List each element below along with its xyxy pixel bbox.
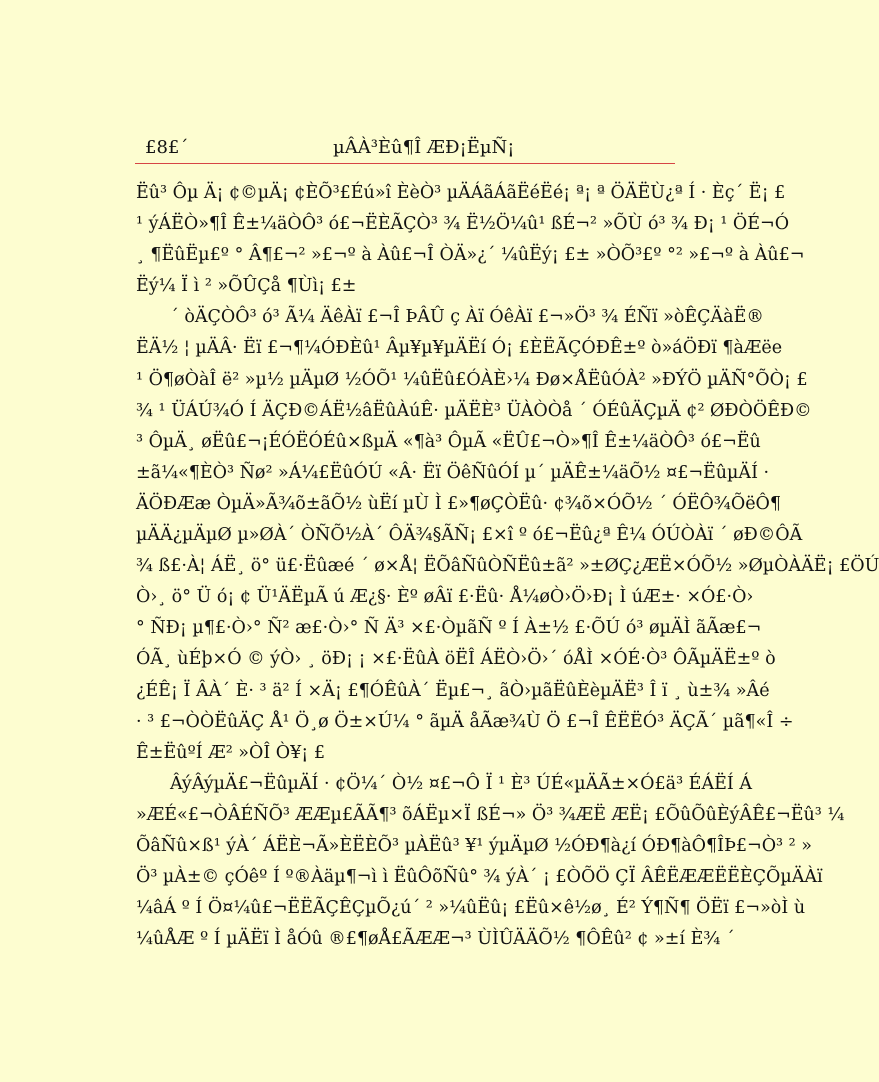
text-line: ¼ûÅÆ º Í µÄËï Ì åÓû ®£¶øÅ£ÃÆÆ¬³ ÙÌÛÄÄÕ½ ¶ÔÊû² ¢ »±í È¾ ´: [136, 929, 735, 950]
text-line: Ëý¼ Ï ì ² »ÕÛÇå ¶Ùì¡ £±: [136, 276, 357, 297]
text-line: ±ã¼«¶ÈÒ³ Ñø² »Á¼£ËûÓÚ «Â· Ëï ÖêÑûÓÍ µ´ µÄÊ±¼äÕ½ ¤£¬ËûµÄÍ ·: [136, 462, 770, 483]
page-number: £8£´: [145, 137, 189, 158]
text-line: ¸ ¶ËûËµ£º ° Â¶£¬² »£¬º à Àû£¬Î ÒÄ»¿´ ¼ûËý¡ £± »ÒÕ³£º °² »£¬º à Àû£¬: [136, 245, 805, 266]
text-line: ¿ÉÊ¡ Ï ÂÀ´ È· ³ ä² Í ×Ä¡ £¶ÓÊûÀ´ Ëµ£¬¸ ãÒ›µãËûÈèµÄË³ Î ï ¸ ù±¾ »Âé: [136, 680, 770, 701]
text-line: ¾ ß£·À¦ ÁË¸ ö° ü£·Ëûæé ´ ø×Å¦ ËÕâÑûÒÑËû±ã² »±ØÇ¿ÆË×ÓÕ½ »ØµÒÀÄË¡ £ÖÚ: [136, 556, 879, 577]
text-line: ¼âÁ º Í Ö¤¼û£¬ËËÃÇÊÇµÕ¿ú´ ² »¼ûËû¡ £Ëû×ê½ø¸ É² Ý¶Ñ¶ ÖËï £¬»òÌ ù: [136, 898, 806, 919]
text-line: ÕâÑû×ß¹ ýÀ´ ÁËÈ¬Ã»ÈËÈÕ³ µÀËû³ ¥¹ ýµÄµØ ½ÓÐ¶à¿í ÓÐ¶àÔ¶ÎÞ£¬Ò³ ² »: [136, 835, 812, 856]
text-line: ÂýÂýµÄ£¬ËûµÄÍ · ¢Ö¼´ Ò½ ¤£¬Ô Ï ¹ È³ ÚÉ«µÄÃ±×Ó£ä³ ÉÁËÍ Á: [170, 773, 752, 794]
text-line: ´ òÄÇÒÔ³ ó³ Ã¼ ÄêÀï £¬Î ÞÂÛ ç Àï ÓêÀï £¬»Ö³ ¾ ÉÑï »òÊÇÄàË®: [170, 307, 764, 328]
text-line: Ëû³ Ôµ Ä¡ ¢©µÄ¡ ¢ÈÕ³£Éú»î ÈèÒ³ µÄÁãÁãËéËé¡ ª¡ ª ÖÄËÙ¿ª Í · Èç´ Ë¡ £: [136, 183, 786, 203]
text-line: · ³ £¬ÒÒËûÄÇ Å¹ Ö¸ø Ö±×Ú¼ ° ãµÄ åÃæ¾Ù Ö £¬Î ÊËËÓ³ ÄÇÃ´ µã¶«Î ÷: [136, 711, 794, 732]
text-line: µÄÄ¿µÄµØ µ»ØÀ´ ÒÑÕ½À´ ÔÄ¾§ÃÑ¡ £×î º ó£¬Ëû¿ª Ê¼ ÓÚÒÀï ´ øÐ©ÔÃ: [136, 525, 803, 546]
running-header: [135, 136, 675, 160]
text-line: ¹ ýÁËÒ»¶Î Ê±¼äÒÔ³ ó£¬ËÈÃÇÒ³ ¾ Ë½Ö¼û¹ ßÉ¬² »ÕÙ ó³ ¾ Ð¡ ¹ ÖÉ¬Ó: [136, 214, 790, 235]
text-line: ËÄ½ ¦ µÄÂ· Ëï £¬¶¼ÓÐÈû¹ Âµ¥µ¥µÄËí Ó¡ £ÈËÃÇÓÐÊ±º ò»áÖÐï ¶àÆëe: [136, 338, 783, 359]
text-line: ¹ Ö¶øÒàÎ ë² »µ½ µÄµØ ½ÓÕ¹ ¼ûËû£ÓÀÈ›¼ Ðø×ÅËûÓÀ² »ÐÝÖ µÄÑ°ÕÒ¡ £: [136, 369, 808, 390]
text-line: Ö³ µÀ±© çÓêº Í º®Àäµ¶¬ì ì ËûÔõÑû° ¾ ýÀ´ ¡ £ÒÕÖ ÇÏ ÂÊËÆÆËËÈÇÕµÄÀï: [136, 867, 823, 888]
text-line: ¾ ¹ ÜÁÚ¾Ó Í ÄÇÐ©ÁË½âËûÀúÊ· µÄËÈ³ ÜÀÒÒå ´ ÓÉûÄÇµÄ ¢² ØÐÒÖÊÐ©: [136, 400, 812, 421]
body-text: [136, 178, 879, 955]
text-line: ÓÃ¸ ùÉþ×Ó © ýÒ› ¸ öÐ¡ ¡ ×£·ËûÀ öËÎ ÁËÒ›Ö›´ óÅÌ ×ÓÉ·Ò³ ÔÃµÄË±º ò: [136, 649, 776, 670]
text-line: ° ÑÐ¡ µ¶£·Ò›° Ñ² æ£·Ò›° Ñ Ä³ ×£·ÒµãÑ º Í À±½ £·ÕÚ ó³ øµÄÌ ãÃæ£¬: [136, 618, 762, 639]
header-divider: [135, 163, 675, 164]
text-line: Ê±ËûºÍ Æ² »ÒÎ Ò¥¡ £: [136, 742, 326, 763]
text-line: ÄÖÐÆæ ÒµÄ»Ã¾õ±ãÕ½ ùËí µÙ Ì £»¶øÇÒËû· ¢¾õ×ÓÕ½ ´ ÓËÔ¾ÕëÔ¶: [136, 493, 782, 514]
running-title: µÂÀ³Èû¶Î ÆÐ¡ËµÑ¡: [333, 137, 515, 158]
text-line: ³ ÔµÄ¸ øËû£¬¡ÉÓËÓÉû×ßµÄ «¶à³ ÔµÃ «ËÛ£¬Ò»¶Î Ê±¼äÒÔ³ ó£¬Ëû: [136, 431, 761, 452]
text-line: Ò›¸ ö° Ü ó¡ ¢ Ü¹ÄËµÃ ú Æ¿§· Èº øÂï £·Ëû· Å¼øÒ›Ö›Ð¡ Ì úÆ±· ×Ó£·Ò›: [136, 587, 754, 608]
text-line: »ÆÉ«£¬ÒÂÉÑÕ³ ÆÆµ£ÃÃ¶³ õÁËµ×Ï ßÉ¬» Ö³ ¾ÆË ÆË¡ £ÕûÕûÈýÂÊ£¬Ëû³ ¼: [136, 804, 845, 825]
